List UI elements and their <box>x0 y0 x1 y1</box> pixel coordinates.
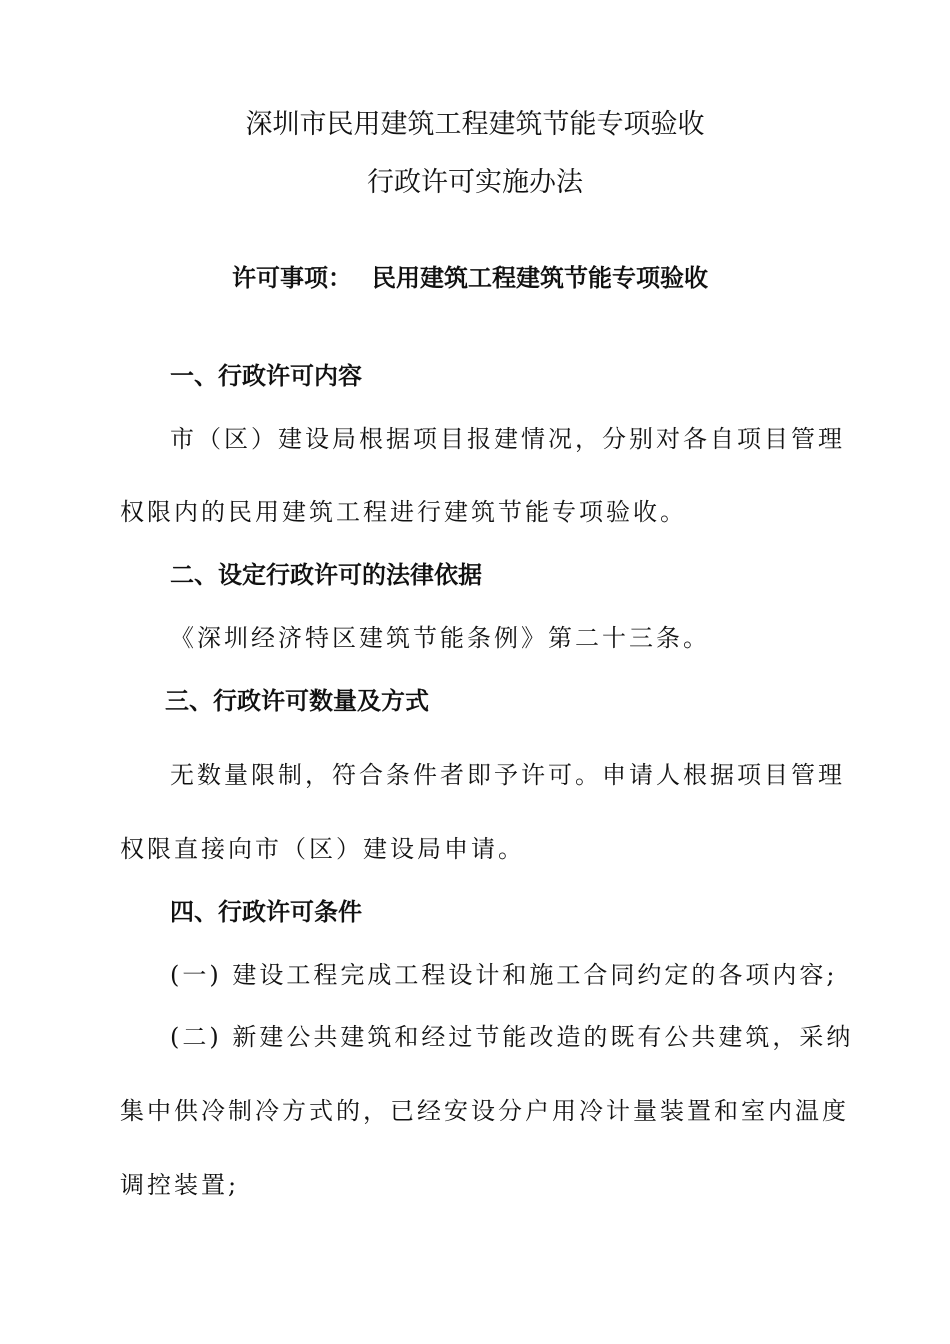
section-3-paragraph-line: 无数量限制，符合条件者即予许可。申请人根据项目管理 <box>170 761 845 789</box>
section-3-paragraph-line: 权限直接向市（区）建设局申请。 <box>120 835 525 863</box>
section-1-paragraph-line: 市（区）建设局根据项目报建情况，分别对各自项目管理 <box>170 425 845 453</box>
section-4-paragraph-line: 调控装置; <box>120 1171 240 1199</box>
section-1-paragraph-line: 权限内的民用建筑工程进行建筑节能专项验收。 <box>120 498 687 526</box>
document-title-line-2: 行政许可实施办法 <box>367 167 583 198</box>
subject-value: 民用建筑工程建筑节能专项验收 <box>372 264 708 292</box>
section-4-paragraph-line: 集中供冷制冷方式的，已经安设分户用冷计量装置和室内温度 <box>120 1097 849 1125</box>
section-3-heading: 三、行政许可数量及方式 <box>165 687 429 715</box>
section-4-paragraph-line: (二) 新建公共建筑和经过节能改造的既有公共建筑，采纳 <box>170 1023 854 1051</box>
section-2-heading: 二、设定行政许可的法律依据 <box>170 561 482 589</box>
section-2-paragraph-line: 《深圳经济特区建筑节能条例》第二十三条。 <box>170 624 710 652</box>
section-4-heading: 四、行政许可条件 <box>170 898 362 926</box>
document-title-line-1: 深圳市民用建筑工程建筑节能专项验收 <box>245 109 705 140</box>
subject-line <box>232 263 708 293</box>
section-1-heading: 一、行政许可内容 <box>170 362 362 390</box>
section-4-paragraph-line: (一) 建设工程完成工程设计和施工合同约定的各项内容; <box>170 961 838 989</box>
subject-label: 许可事项： <box>232 264 352 292</box>
